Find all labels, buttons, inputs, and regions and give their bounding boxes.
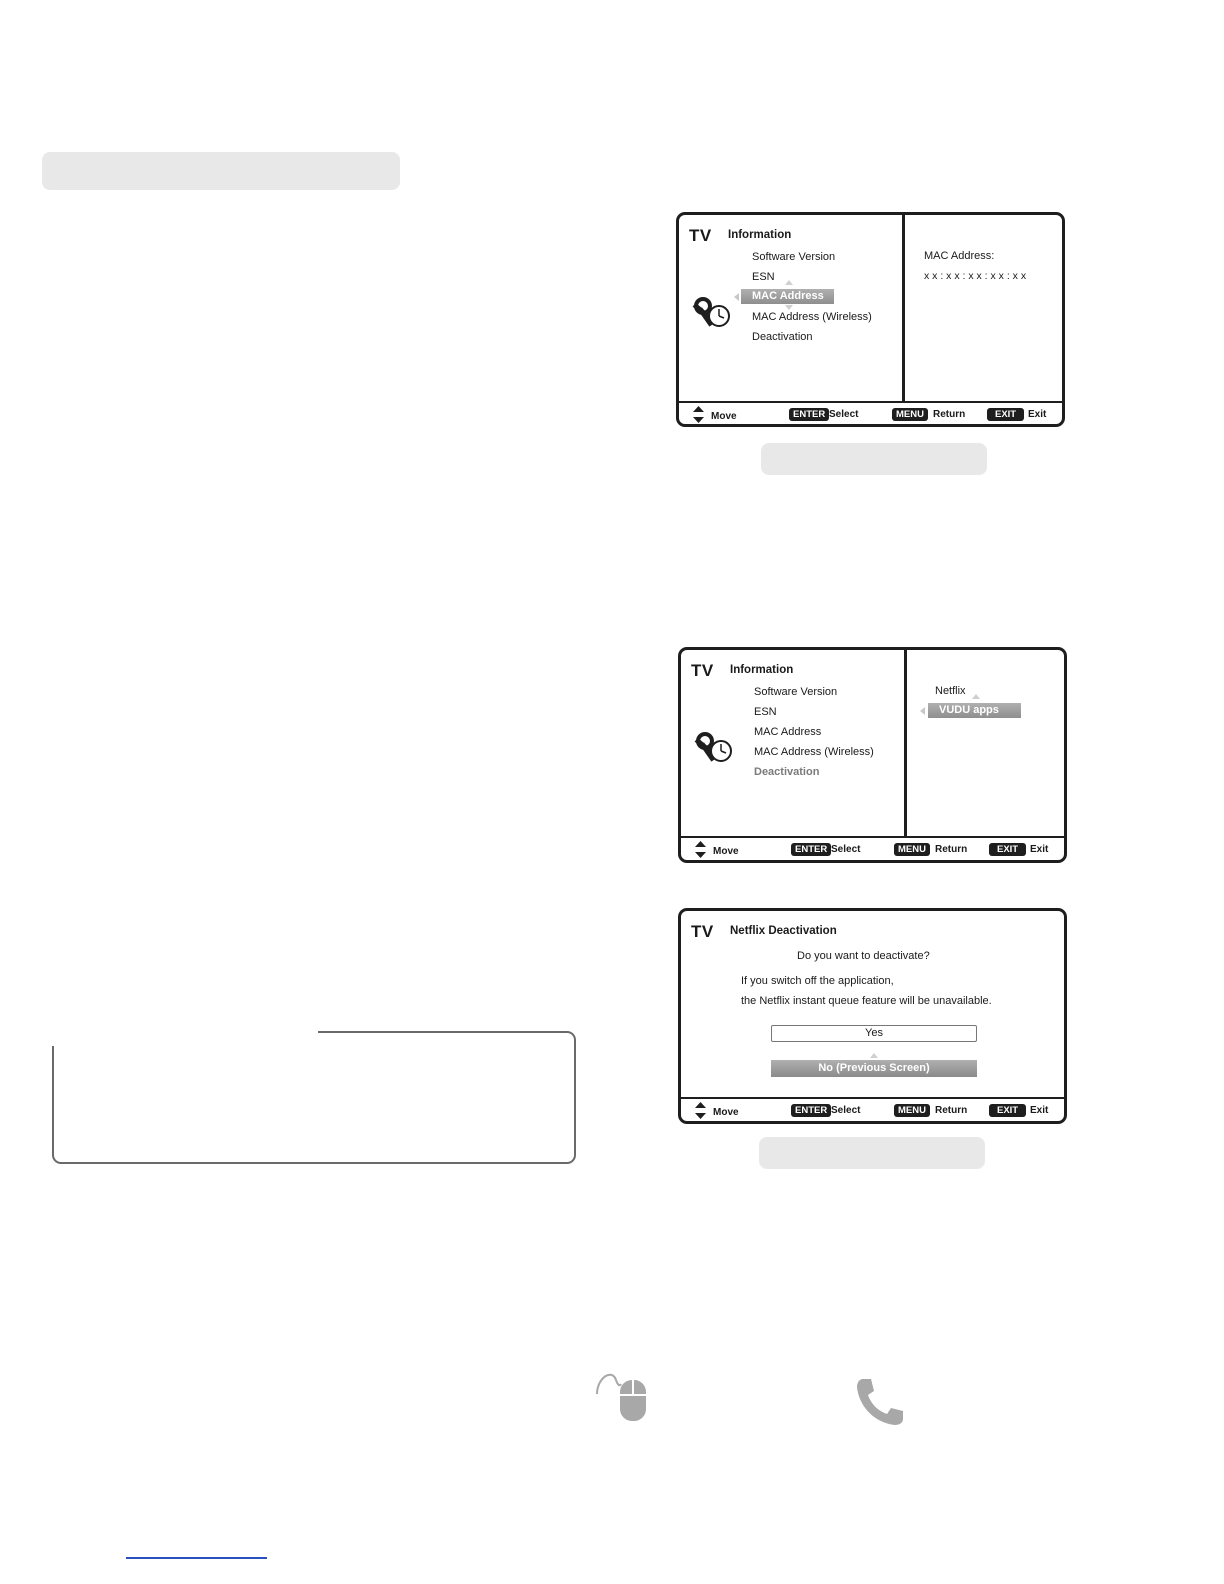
caption-bar-2 [759, 1137, 985, 1169]
enter-key: ENTER [791, 843, 831, 856]
tv-screen-information-deactivation [678, 647, 1067, 863]
menu-item-deactivation-active[interactable]: Deactivation [754, 766, 820, 778]
enter-key: ENTER [791, 1104, 831, 1117]
menu-title: Information [730, 664, 794, 676]
note-box-title-gap [40, 1026, 318, 1046]
mouse-icon [594, 1368, 648, 1424]
move-label: Move [711, 411, 737, 422]
scroll-down-icon [785, 305, 793, 310]
menu-key: MENU [894, 1104, 930, 1117]
return-label: Return [935, 1105, 968, 1116]
dialog-title: Netflix Deactivation [730, 925, 837, 937]
menu-key: MENU [894, 843, 930, 856]
exit-key: EXIT [987, 408, 1024, 421]
return-label: Return [935, 844, 968, 855]
dialog-line-1: If you switch off the application, [741, 975, 894, 987]
panel-divider [902, 215, 905, 401]
footer-bar [681, 838, 1064, 862]
menu-item-esn[interactable]: ESN [752, 271, 775, 283]
up-down-arrows-icon [693, 406, 704, 423]
caption-bar-1 [761, 443, 987, 475]
dialog-line-2: the Netflix instant queue feature will be unavailable. [741, 995, 992, 1007]
no-button-selected[interactable]: No (Previous Screen) [771, 1060, 977, 1077]
menu-item-software-version[interactable]: Software Version [752, 251, 836, 263]
enter-key: ENTER [789, 408, 829, 421]
phone-icon [855, 1377, 905, 1427]
menu-item-software-version[interactable]: Software Version [754, 686, 838, 698]
panel-divider [904, 650, 907, 836]
mac-address-label: MAC Address: [924, 250, 995, 262]
menu-item-esn[interactable]: ESN [754, 706, 777, 718]
menu-key: MENU [892, 408, 928, 421]
tv-screen-netflix-deactivation [678, 908, 1067, 1124]
scroll-up-icon [785, 280, 793, 285]
selection-arrow-icon [734, 293, 739, 301]
exit-label: Exit [1028, 409, 1047, 420]
select-label: Select [829, 409, 859, 420]
dialog-question: Do you want to deactivate? [797, 950, 930, 962]
return-label: Return [933, 409, 966, 420]
selection-arrow-icon [920, 707, 925, 715]
select-label: Select [831, 844, 861, 855]
submenu-item-vudu-apps-selected[interactable]: VUDU apps [928, 703, 1021, 718]
menu-item-mac-address[interactable]: MAC Address [754, 726, 822, 738]
footer-bar [681, 1099, 1064, 1123]
exit-key: EXIT [989, 843, 1026, 856]
footer-link-underline[interactable] [126, 1557, 267, 1559]
yes-button[interactable]: Yes [771, 1025, 977, 1042]
menu-item-mac-address-selected[interactable]: MAC Address [741, 289, 834, 304]
move-label: Move [713, 846, 739, 857]
tv-logo: TV [691, 922, 714, 941]
exit-label: Exit [1030, 1105, 1049, 1116]
menu-title: Information [728, 229, 792, 241]
exit-label: Exit [1030, 844, 1049, 855]
section-heading-bar [42, 152, 400, 190]
tv-logo: TV [689, 226, 712, 245]
mac-address-value: x x : x x : x x : x x : x x [924, 270, 1027, 282]
scroll-up-icon [870, 1053, 878, 1058]
footer-bar [679, 403, 1062, 427]
up-down-arrows-icon [695, 1102, 706, 1119]
exit-key: EXIT [989, 1104, 1026, 1117]
select-label: Select [831, 1105, 861, 1116]
scroll-up-icon [972, 694, 980, 699]
settings-tools-icon [691, 729, 733, 767]
up-down-arrows-icon [695, 841, 706, 858]
settings-tools-icon [689, 294, 731, 332]
submenu-item-netflix[interactable]: Netflix [935, 685, 966, 697]
tv-logo: TV [691, 661, 714, 680]
note-box [52, 1031, 576, 1164]
menu-item-mac-address-wireless[interactable]: MAC Address (Wireless) [754, 746, 874, 758]
tv-screen-information-mac [676, 212, 1065, 427]
menu-item-deactivation[interactable]: Deactivation [752, 331, 813, 343]
menu-item-mac-address-wireless[interactable]: MAC Address (Wireless) [752, 311, 872, 323]
move-label: Move [713, 1107, 739, 1118]
